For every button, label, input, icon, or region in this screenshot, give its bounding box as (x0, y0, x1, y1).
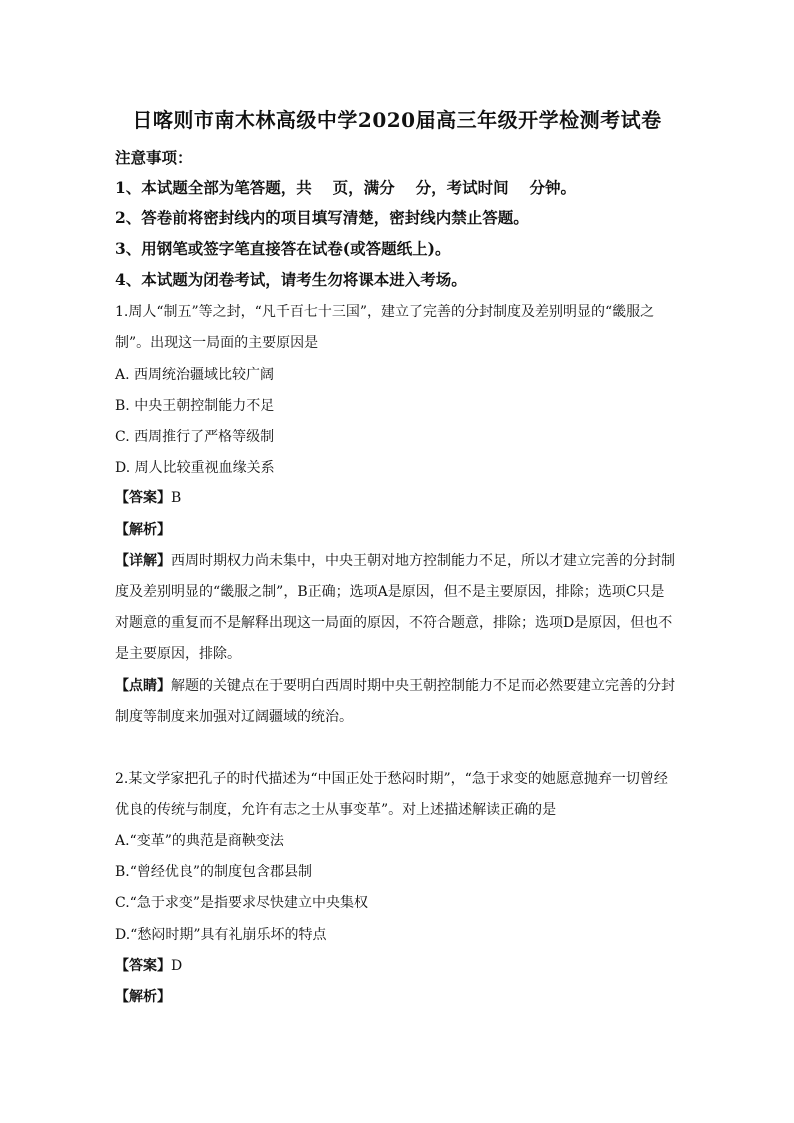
question-2-stem: 2.某文学家把孔子的时代描述为“中国正处于愁闷时期”，“急于求变的她愿意抛弃一切曾经 (115, 771, 668, 787)
answer-tag: 【答案】 (115, 958, 171, 974)
question-1-option-c: C. 西周推行了严格等级制 (115, 429, 275, 445)
question-1-option-b: B. 中央王朝控制能力不足 (115, 398, 275, 414)
answer-tag: 【答案】 (115, 490, 171, 506)
answer-value: D (171, 958, 183, 974)
notice-heading: 注意事项： (115, 148, 193, 167)
question-2-answer (115, 955, 685, 975)
detail-tag: 【详解】 (115, 553, 171, 569)
tip-text: 解题的关键点在于要明白西周时期中央王朝控制能力不足而必然要建立完善的分封 (171, 678, 675, 694)
notice-item: 4、本试题为闭卷考试，请考生勿将课本进入考场。 (115, 270, 467, 289)
question-2-analysis-tag (115, 986, 685, 1006)
question-1-detail-line: 对题意的重复而不是解释出现这一局面的原因，不符合题意，排除；选项D是原因，但也不 (115, 615, 673, 631)
question-1-tip-line: 制度等制度来加强对辽阔疆域的统治。 (115, 709, 353, 725)
analysis-tag: 【解析】 (115, 522, 171, 538)
question-2-option-a: A.“变革”的典范是商鞅变法 (115, 833, 284, 849)
analysis-tag: 【解析】 (115, 989, 171, 1005)
question-1-stem: 1.周人“制五”等之封，“凡千百七十三国”，建立了完善的分封制度及差别明显的“畿服之 (115, 304, 655, 320)
question-2-option-d: D.“愁闷时期”具有礼崩乐坏的特点 (115, 927, 327, 943)
question-2-option-b: B.“曾经优良”的制度包含郡县制 (115, 864, 313, 880)
tip-tag: 【点睛】 (115, 678, 171, 694)
question-1-analysis-tag (115, 519, 685, 539)
notice-item: 3、用钢笔或签字笔直接答在试卷(或答题纸上)。 (115, 239, 451, 258)
question-1-detail-line: 度及差别明显的“畿服之制”，B正确；选项A是原因，但不是主要原因，排除；选项C只是 (115, 584, 665, 600)
answer-value: B (171, 490, 182, 506)
question-1-option-d: D. 周人比较重视血缘关系 (115, 460, 275, 476)
exam-title: 日喀则市南木林高级中学2020届高三年级开学检测考试卷 (132, 108, 662, 132)
question-1-detail-line: 是主要原因，排除。 (115, 646, 241, 662)
notice-item: 2、答卷前将密封线内的项目填写清楚，密封线内禁止答题。 (115, 208, 529, 227)
notice-item: 1、本试题全部为笔答题，共 页，满分 分，考试时间 分钟。 (115, 178, 576, 197)
detail-text: 西周时期权力尚未集中，中央王朝对地方控制能力不足，所以才建立完善的分封制 (171, 553, 675, 569)
question-1-option-a: A. 西周统治疆域比较广阔 (115, 367, 275, 383)
question-1-answer (115, 487, 685, 507)
question-1-tip (115, 675, 685, 695)
question-1-detail (115, 550, 685, 570)
question-2-option-c: C.“急于求变”是指要求尽快建立中央集权 (115, 895, 368, 911)
question-2-stem: 优良的传统与制度，允许有志之士从事变革”。对上述描述解读正确的是 (115, 802, 557, 818)
question-1-stem: 制”。出现这一局面的主要原因是 (115, 335, 319, 351)
